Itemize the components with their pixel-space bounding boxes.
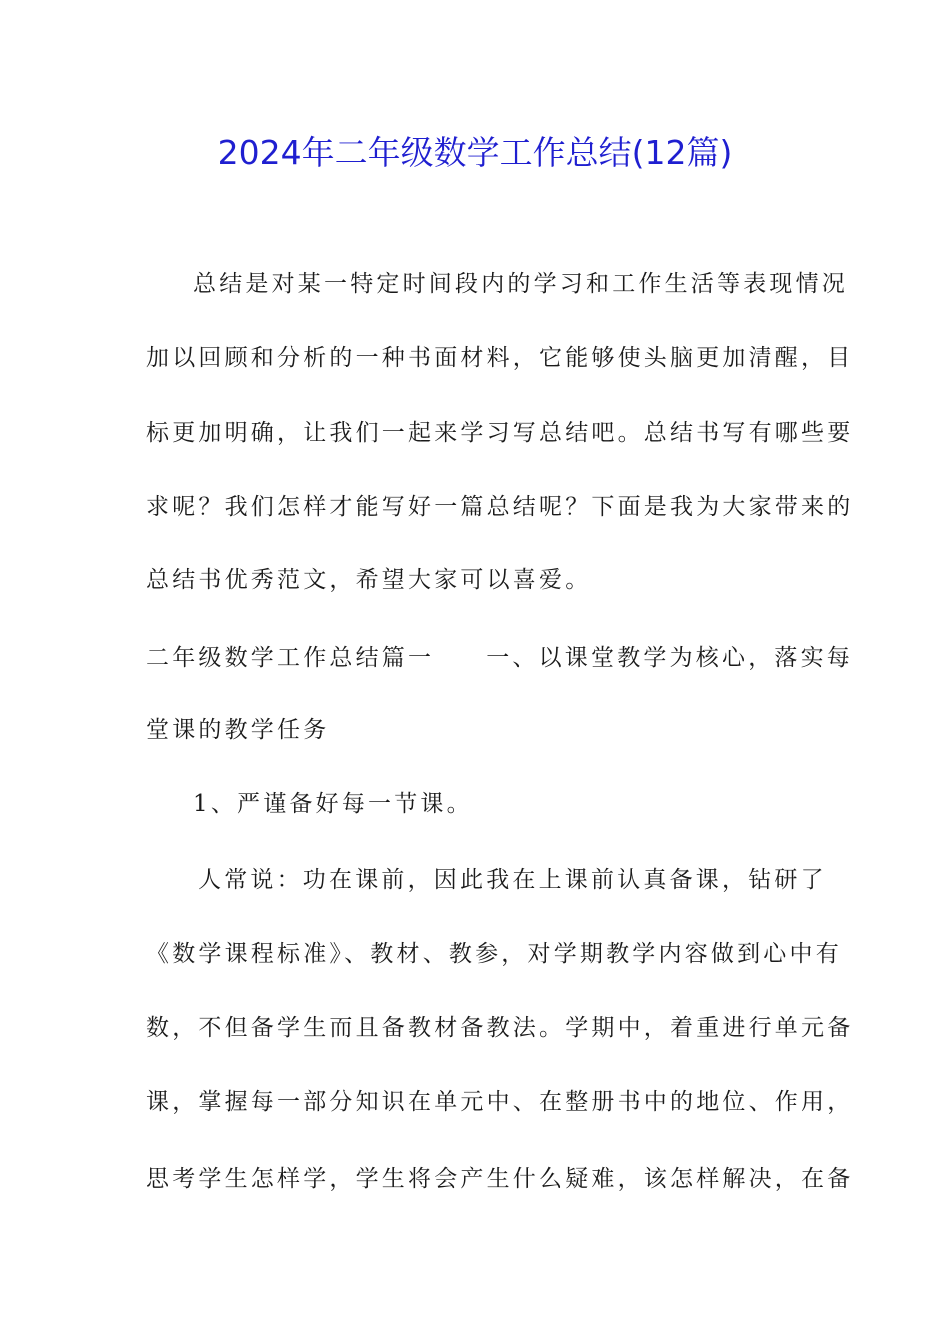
section-heading: 二年级数学工作总结篇一 <box>146 645 435 671</box>
paragraph-line: 课，掌握每一部分知识在单元中、在整册书中的地位、作用， <box>146 1089 854 1115</box>
paragraph-line: 堂课的教学任务 <box>146 717 330 743</box>
paragraph-line: 求呢？我们怎样才能写好一篇总结呢？下面是我为大家带来的 <box>146 494 854 520</box>
paragraph-line: 标更加明确，让我们一起来学习写总结吧。总结书写有哪些要 <box>146 420 854 446</box>
paragraph-line: 思考学生怎样学，学生将会产生什么疑难，该怎样解决，在备 <box>146 1166 854 1192</box>
paragraph-line: 《数学课程标准》、教材、教参，对学期教学内容做到心中有 <box>146 941 842 967</box>
list-item-heading: 1、严谨备好每一节课。 <box>193 791 473 817</box>
section-first-item: 一、以课堂教学为核心，落实每 <box>486 645 854 671</box>
paragraph-line: 总结书优秀范文，希望大家可以喜爱。 <box>146 567 592 593</box>
paragraph-line: 加以回顾和分析的一种书面材料，它能够使头脑更加清醒，目 <box>146 345 854 371</box>
paragraph-line: 总结是对某一特定时间段内的学习和工作生活等表现情况 <box>193 271 848 297</box>
section-heading-line <box>146 642 854 674</box>
paragraph-line: 数，不但备学生而且备教材备教法。学期中，着重进行单元备 <box>146 1015 854 1041</box>
paragraph-line: 人常说：功在课前，因此我在上课前认真备课，钻研了 <box>198 867 827 893</box>
document-title: 2024年二年级数学工作总结(12篇) <box>217 133 733 172</box>
